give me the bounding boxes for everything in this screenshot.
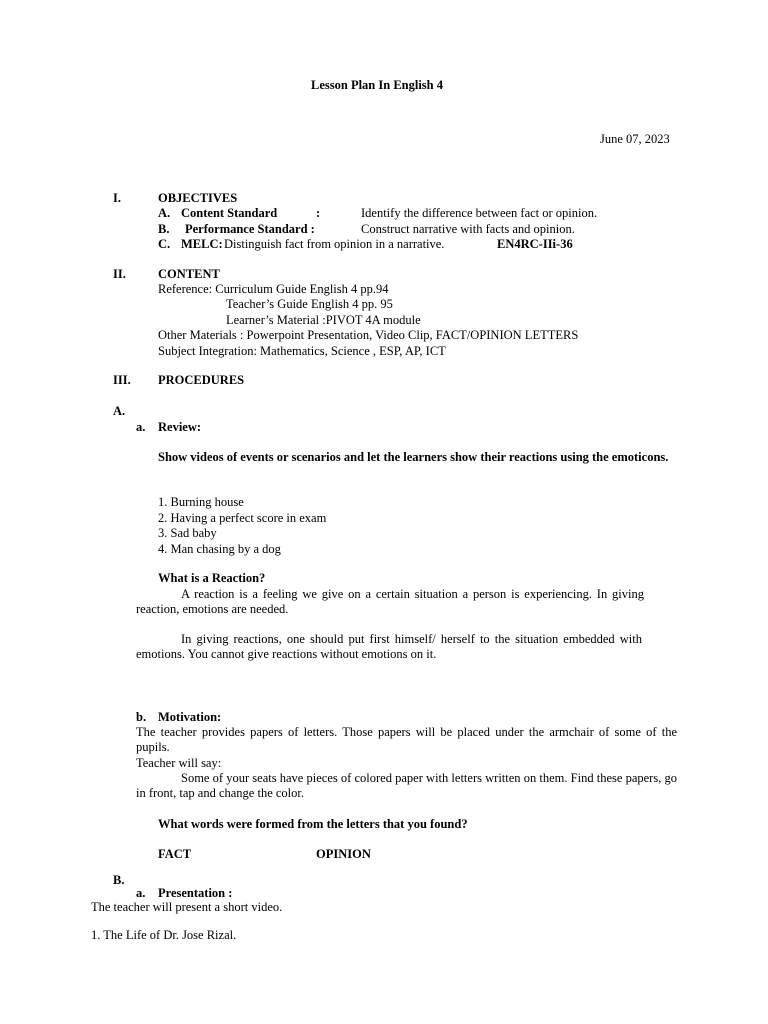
procedures-heading: PROCEDURES — [158, 373, 245, 387]
content-other-materials: Other Materials : Powerpoint Presentation, Video Clip, FACT/OPINION LETTERS — [158, 328, 579, 342]
presentation-letter: a. — [136, 886, 146, 900]
review-item-4: 4. Man chasing by a dog — [158, 542, 281, 556]
presentation-line-1: The teacher will present a short video. — [91, 900, 283, 914]
fact-label: FACT — [158, 847, 192, 861]
teacher-will-say: Teacher will say: — [136, 756, 222, 770]
review-instruction: Show videos of events or scenarios and let the learners show their reactions using the emoticons. — [158, 450, 669, 464]
motivation-heading: Motivation: — [158, 710, 222, 724]
motivation-paragraph-1: The teacher provides papers of letters. Those papers will be placed under the armchair of some of the pupils. — [136, 725, 677, 754]
presentation-line-2: 1. The Life of Dr. Jose Rizal. — [91, 928, 237, 942]
part-a-label: A. — [113, 404, 126, 418]
procedures-numeral: III. — [113, 373, 131, 387]
motivation-paragraph-2: Some of your seats have pieces of colored paper with letters written on them. Find these papers, go in front, tap and change the color. — [136, 771, 677, 800]
review-letter: a. — [136, 420, 146, 434]
document-title: Lesson Plan In English 4 — [311, 78, 443, 92]
reaction-paragraph-2: In giving reactions, one should put first himself/ herself to the situation embedded with emotions. You cannot give reactions without emotions on it. — [136, 632, 642, 661]
motivation-question: What words were formed from the letters that you found? — [158, 817, 468, 831]
content-reference-3: Learner’s Material :PIVOT 4A module — [226, 313, 421, 327]
objective-a-separator: : — [316, 206, 321, 220]
objective-a-text: Identify the difference between fact or opinion. — [361, 206, 598, 220]
objective-b-label: Performance Standard : — [185, 222, 315, 236]
objective-c-label: MELC: — [181, 237, 223, 251]
objective-a-label: Content Standard — [181, 206, 278, 220]
objective-c-code: EN4RC-IIi-36 — [497, 237, 573, 251]
part-b-label: B. — [113, 873, 125, 887]
objective-a-letter: A. — [158, 206, 171, 220]
opinion-label: OPINION — [316, 847, 371, 861]
motivation-letter: b. — [136, 710, 147, 724]
content-subject-integration: Subject Integration: Mathematics, Science , ESP, AP, ICT — [158, 344, 446, 358]
review-item-3: 3. Sad baby — [158, 526, 217, 540]
document-date: June 07, 2023 — [600, 132, 670, 146]
review-heading: Review: — [158, 420, 202, 434]
review-item-2: 2. Having a perfect score in exam — [158, 511, 327, 525]
review-item-1: 1. Burning house — [158, 495, 244, 509]
objective-c-text: Distinguish fact from opinion in a narrative. — [224, 237, 445, 251]
objectives-heading: OBJECTIVES — [158, 191, 238, 205]
content-heading: CONTENT — [158, 267, 220, 281]
objective-c-letter: C. — [158, 237, 171, 251]
content-reference-2: Teacher’s Guide English 4 pp. 95 — [226, 297, 393, 311]
content-numeral: II. — [113, 267, 126, 281]
reaction-question: What is a Reaction? — [158, 571, 266, 585]
presentation-heading: Presentation : — [158, 886, 233, 900]
content-reference: Reference: Curriculum Guide English 4 pp.94 — [158, 282, 389, 296]
objectives-numeral: I. — [113, 191, 121, 205]
reaction-paragraph-1: A reaction is a feeling we give on a certain situation a person is experiencing. In giving reaction, emotions are needed. — [136, 587, 644, 616]
objective-b-letter: B. — [158, 222, 170, 236]
objective-b-text: Construct narrative with facts and opinion. — [361, 222, 575, 236]
